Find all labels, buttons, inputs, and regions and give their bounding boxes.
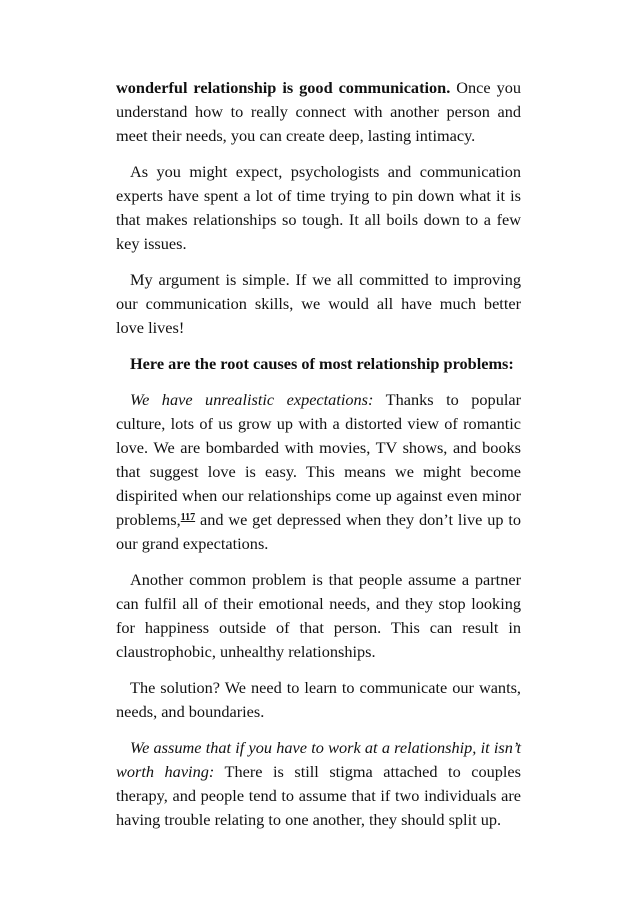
italic-lead-expectations: We have unrealistic expectations: [130,390,374,409]
footnote-link[interactable]: 117 [180,512,196,523]
paragraph-4 [116,388,521,556]
paragraph-7 [116,736,521,832]
paragraph-3: My argument is simple. If we all committed to improving our communication skills, we would all have much better love lives! [116,270,521,337]
paragraph-1-text: Once you understand how to really connect with another person and meet their needs, you can create deep, lasting intimacy. [116,78,521,145]
italic-lead-work: We assume that if you have to work at a relationship, it isn’t worth having: [116,738,521,781]
section-heading: Here are the root causes of most relationship problems: [130,354,514,373]
bold-lead-text: wonderful relationship is good communication. [116,78,451,97]
paragraph-4-text-b: and we get depressed when they don’t live up to our grand expectations. [116,510,521,553]
paragraph-7-text: There is still stigma attached to couples therapy, and people tend to assume that if two individuals are having trouble relating to one another, they should split up. [116,762,521,829]
paragraph-6: The solution? We need to learn to communicate our wants, needs, and boundaries. [116,678,521,721]
paragraph-2: As you might expect, psychologists and communication experts have spent a lot of time trying to pin down what it is that makes relationships so tough. It all boils down to a few key issues. [116,162,521,253]
paragraph-5: Another common problem is that people assume a partner can fulfil all of their emotional needs, and they stop looking for happiness outside of that person. This can result in claustrophobic, unhealthy relationships. [116,570,521,661]
paragraph-4-text-a: Thanks to popular culture, lots of us grow up with a distorted view of romantic love. We are bombarded with movies, TV shows, and books that suggest love is easy. This means we might become dispirited when our relationships come up against even minor problems, [116,390,522,529]
document-page [116,76,521,844]
paragraph-1 [116,76,521,148]
